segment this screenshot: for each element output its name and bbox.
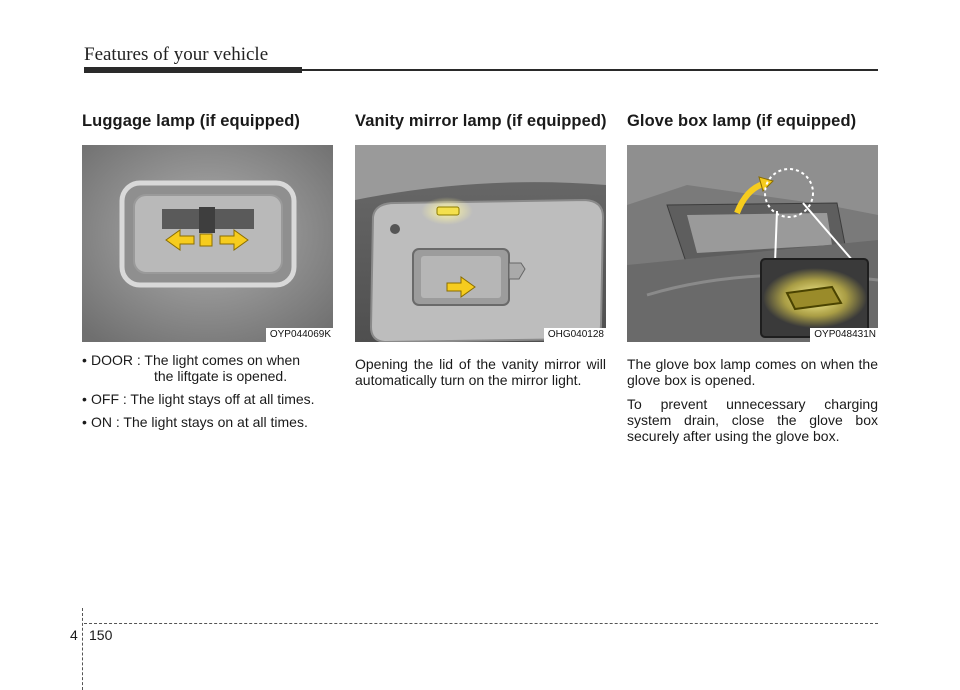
section-vanity-mirror-lamp	[355, 112, 606, 388]
figure-code: OHG040128	[544, 328, 606, 342]
footer-rule	[84, 623, 878, 624]
section-glove-box-lamp	[627, 112, 878, 444]
list-item: • ON : The light stays on at all times.	[82, 414, 308, 430]
figure-code: OYP048431N	[810, 328, 878, 342]
header-rule	[302, 69, 878, 71]
paragraph: The glove box lamp comes on when the glove box is opened.	[627, 356, 878, 388]
list-item: • OFF : The light stays off at all times.	[82, 391, 315, 407]
section-luggage-lamp	[82, 112, 333, 437]
paragraph: Opening the lid of the vanity mirror will automatically turn on the mirror light.	[355, 356, 606, 388]
section-heading: Vanity mirror lamp (if equipped)	[355, 112, 607, 130]
luggage-lamp-figure	[82, 145, 333, 342]
page-number: 150	[89, 627, 113, 643]
header-bar	[84, 67, 302, 73]
header-title: Features of your vehicle	[84, 44, 269, 65]
luggage-lamp-switch-list	[82, 352, 333, 430]
figure-code: OYP044069K	[266, 328, 333, 342]
section-heading: Luggage lamp (if equipped)	[82, 112, 301, 130]
vanity-mirror-illustration	[355, 145, 606, 342]
vanity-mirror-figure	[355, 145, 606, 342]
footer-divider	[82, 608, 83, 690]
paragraph: To prevent unnecessary charging system drain, close the glove box securely after using the glove box.	[627, 396, 878, 444]
section-heading: Glove box lamp (if equipped)	[627, 112, 857, 130]
glove-box-illustration	[627, 145, 878, 342]
luggage-lamp-illustration	[82, 145, 333, 342]
list-item: • DOOR : The light comes on when the liftgate is opened.	[82, 352, 301, 384]
glove-box-figure	[627, 145, 878, 342]
chapter-number: 4	[70, 627, 78, 643]
